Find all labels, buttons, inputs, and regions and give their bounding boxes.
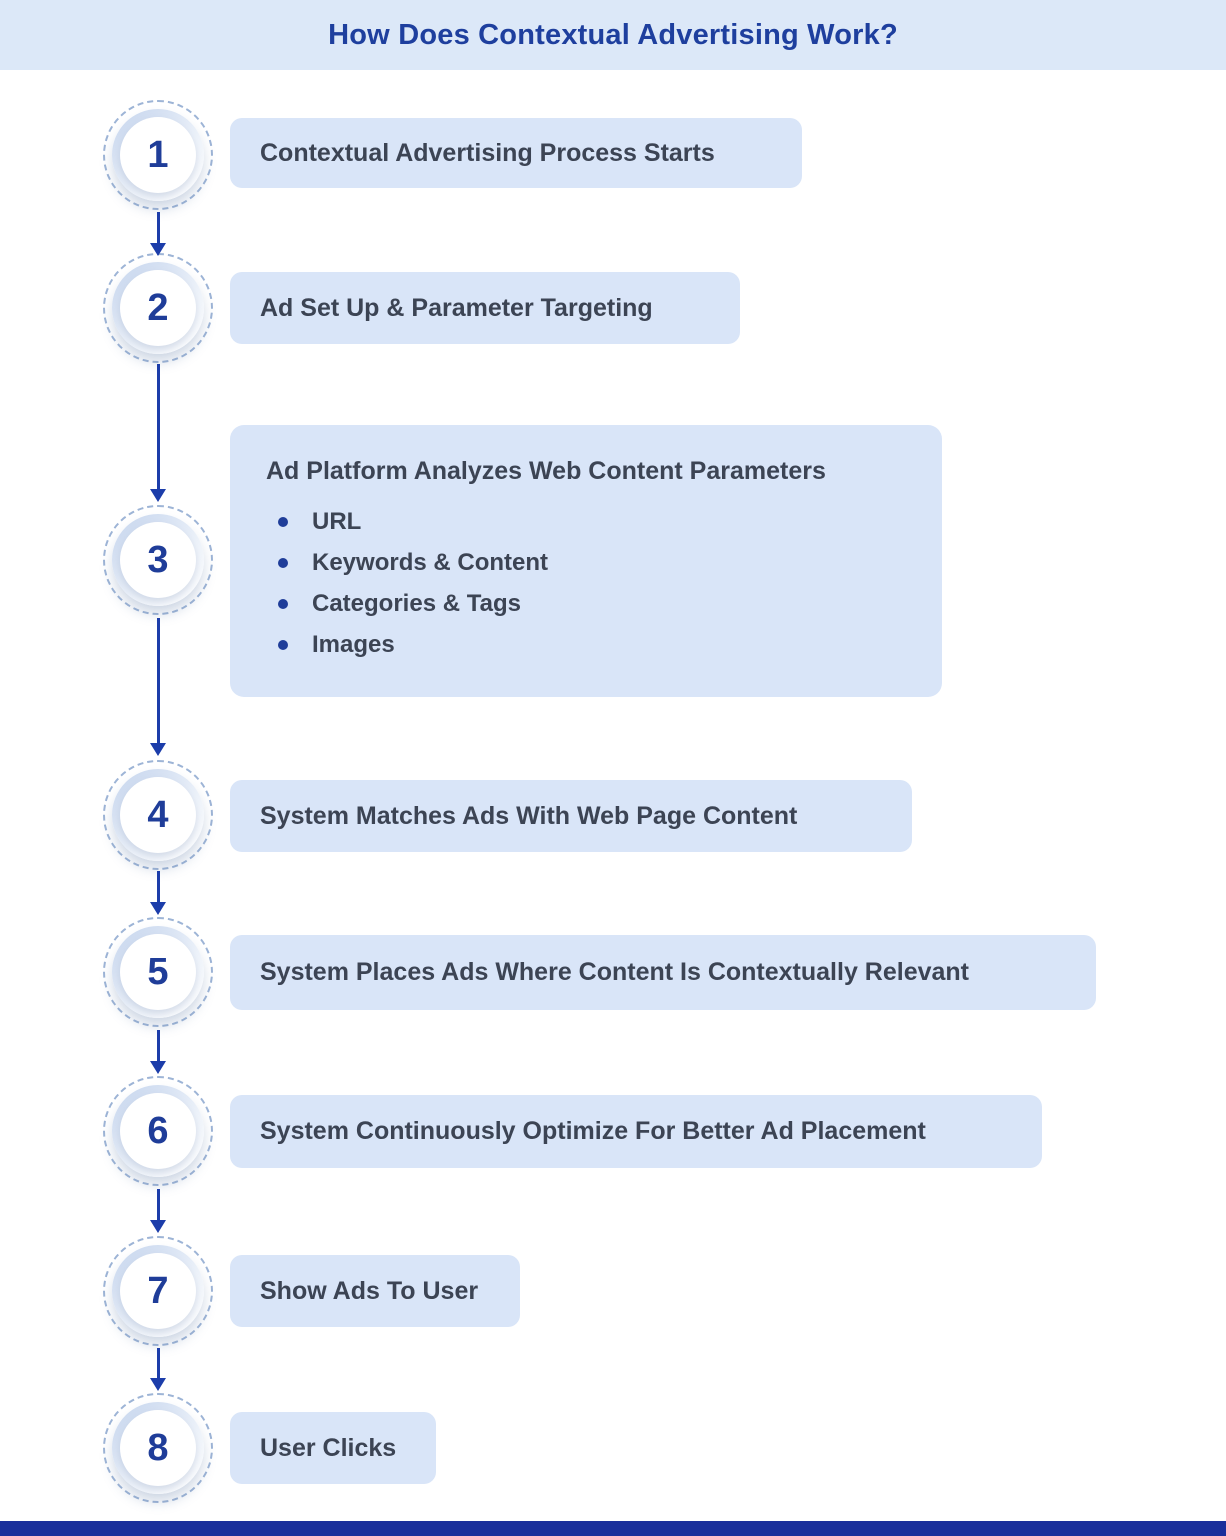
step-circle-inner <box>120 777 196 853</box>
down-arrow-icon <box>149 1348 167 1391</box>
bullet-dot-icon <box>278 599 288 609</box>
step-circle-ring <box>112 109 204 201</box>
step-circle-inner <box>120 117 196 193</box>
down-arrow-icon <box>149 618 167 756</box>
bullet-dot-icon <box>278 558 288 568</box>
step-number: 4 <box>147 793 169 836</box>
bullet-label: Keywords & Content <box>312 549 549 576</box>
down-arrow-icon <box>149 871 167 915</box>
step-label: Show Ads To User <box>260 1276 479 1305</box>
down-arrow-icon <box>149 1189 167 1233</box>
step-circle-inner <box>120 270 196 346</box>
step-circle-3 <box>103 505 213 615</box>
step-circle-ring <box>112 926 204 1018</box>
step-label-box-8 <box>230 1412 436 1484</box>
step-circle-inner <box>120 1410 196 1486</box>
down-arrow-icon <box>149 1030 167 1074</box>
down-arrow-icon <box>149 364 167 502</box>
bullet-label: Categories & Tags <box>312 590 521 617</box>
bullet-label: URL <box>312 508 362 535</box>
step-label-box-7 <box>230 1255 520 1327</box>
step-circle-ring <box>112 262 204 354</box>
step-label-box-2 <box>230 272 740 344</box>
step-label: Ad Set Up & Parameter Targeting <box>260 293 653 322</box>
step-label: System Continuously Optimize For Better Ad Placement <box>260 1117 926 1145</box>
step-label-box-3 <box>230 425 942 697</box>
bullet-label: Images <box>312 631 395 658</box>
header-band <box>0 0 1226 70</box>
bullet-dot-icon <box>278 640 288 650</box>
step-circle-1 <box>103 100 213 210</box>
step-circle-ring <box>112 1245 204 1337</box>
parameter-list <box>266 508 906 659</box>
step-circle-inner <box>120 1253 196 1329</box>
step-circle-ring <box>112 769 204 861</box>
step-circle-7 <box>103 1236 213 1346</box>
step-circle-2 <box>103 253 213 363</box>
step-circle-ring <box>112 1085 204 1177</box>
step-label: System Places Ads Where Content Is Contextually Relevant <box>260 958 970 986</box>
step-number: 7 <box>147 1269 169 1312</box>
step-label: Ad Platform Analyzes Web Content Parameters <box>266 457 826 485</box>
step-circle-inner <box>120 1093 196 1169</box>
step-number: 1 <box>147 133 169 176</box>
footer-bar <box>0 1521 1226 1536</box>
step-label-box-5 <box>230 935 1096 1010</box>
list-item <box>266 590 906 618</box>
step-label-box-1 <box>230 118 802 188</box>
list-item <box>266 631 906 659</box>
step-circle-ring <box>112 1402 204 1494</box>
step-label-box-4 <box>230 780 912 852</box>
step-circle-6 <box>103 1076 213 1186</box>
step-number: 2 <box>147 286 169 329</box>
list-item <box>266 549 906 577</box>
step-label-box-6 <box>230 1095 1042 1168</box>
step-number: 3 <box>147 538 169 581</box>
step-circle-8 <box>103 1393 213 1503</box>
step-number: 6 <box>147 1109 169 1152</box>
step-circle-inner <box>120 934 196 1010</box>
bullet-dot-icon <box>278 517 288 527</box>
step-circle-ring <box>112 514 204 606</box>
step-label: User Clicks <box>260 1433 397 1462</box>
down-arrow-icon <box>149 212 167 256</box>
step-number: 5 <box>147 950 169 993</box>
step-number: 8 <box>147 1426 169 1469</box>
step-label: System Matches Ads With Web Page Content <box>260 801 798 830</box>
step-circle-5 <box>103 917 213 1027</box>
step-circle-inner <box>120 522 196 598</box>
page-title: How Does Contextual Advertising Work? <box>328 18 898 51</box>
step-circle-4 <box>103 760 213 870</box>
step-label: Contextual Advertising Process Starts <box>260 138 715 167</box>
list-item <box>266 508 906 536</box>
